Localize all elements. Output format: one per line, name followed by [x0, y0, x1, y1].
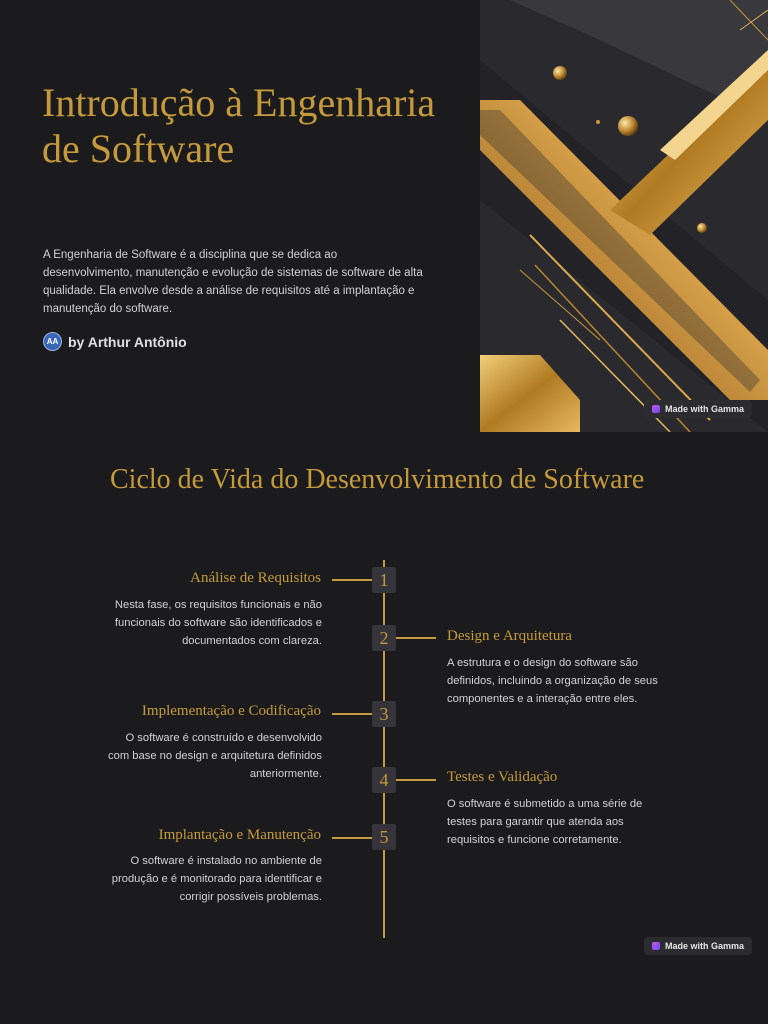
step-description: Nesta fase, os requisitos funcionais e não funcionais do software são identificados e documentados com clareza. — [114, 599, 322, 647]
abstract-gold-art — [480, 0, 768, 432]
step-description: O software é submetido a uma série de testes para garantir que atenda aos requisitos e funcione corretamente. — [447, 798, 643, 846]
step-description: A estrutura e o design do software são definidos, incluindo a organização de seus componentes e a interação entre eles. — [447, 657, 658, 705]
avatar: AA — [43, 332, 62, 351]
step-number: 3 — [372, 701, 396, 727]
connector — [332, 713, 372, 715]
made-with-gamma-badge[interactable] — [644, 937, 752, 955]
lifecycle-slide — [0, 432, 768, 1024]
timeline-line — [383, 560, 385, 938]
intro-paragraph: A Engenharia de Software é a disciplina que se dedica ao desenvolvimento, manutenção e evolução de sistemas de software de alta qualidade. Ela envolve desde a análise de requisitos até a implantação e manutenção do software. — [43, 249, 423, 315]
step-number: 4 — [372, 767, 396, 793]
step-description: O software é instalado no ambiente de produção e é monitorado para identificar e corrigir possíveis problemas. — [111, 855, 322, 903]
step-title: Implementação e Codificação — [141, 703, 321, 719]
badge-label: Made with Gamma — [665, 404, 745, 414]
step-title: Implantação e Manutenção — [158, 827, 321, 843]
page-title: Introdução à Engenharia de Software — [42, 80, 436, 171]
hero-image — [480, 0, 768, 432]
section-title: Ciclo de Vida do Desenvolvimento de Software — [110, 464, 645, 495]
step-number: 1 — [372, 567, 396, 593]
gamma-logo-icon — [652, 942, 660, 950]
step-number: 5 — [372, 824, 396, 850]
step-title: Design e Arquitetura — [447, 628, 572, 644]
step-title: Testes e Validação — [447, 769, 558, 785]
gamma-logo-icon — [652, 405, 660, 413]
connector — [396, 779, 436, 781]
badge-label: Made with Gamma — [665, 941, 745, 951]
step-description: O software é construído e desenvolvido com base no design e arquitetura definidos anteriormente. — [108, 732, 322, 780]
connector — [396, 637, 436, 639]
connector — [332, 837, 372, 839]
author-name: by Arthur Antônio — [68, 333, 187, 350]
connector — [332, 579, 372, 581]
step-title: Análise de Requisitos — [190, 570, 321, 586]
author-line — [43, 332, 187, 351]
step-number: 2 — [372, 625, 396, 651]
title-slide — [0, 0, 768, 432]
made-with-gamma-badge[interactable] — [644, 400, 752, 418]
